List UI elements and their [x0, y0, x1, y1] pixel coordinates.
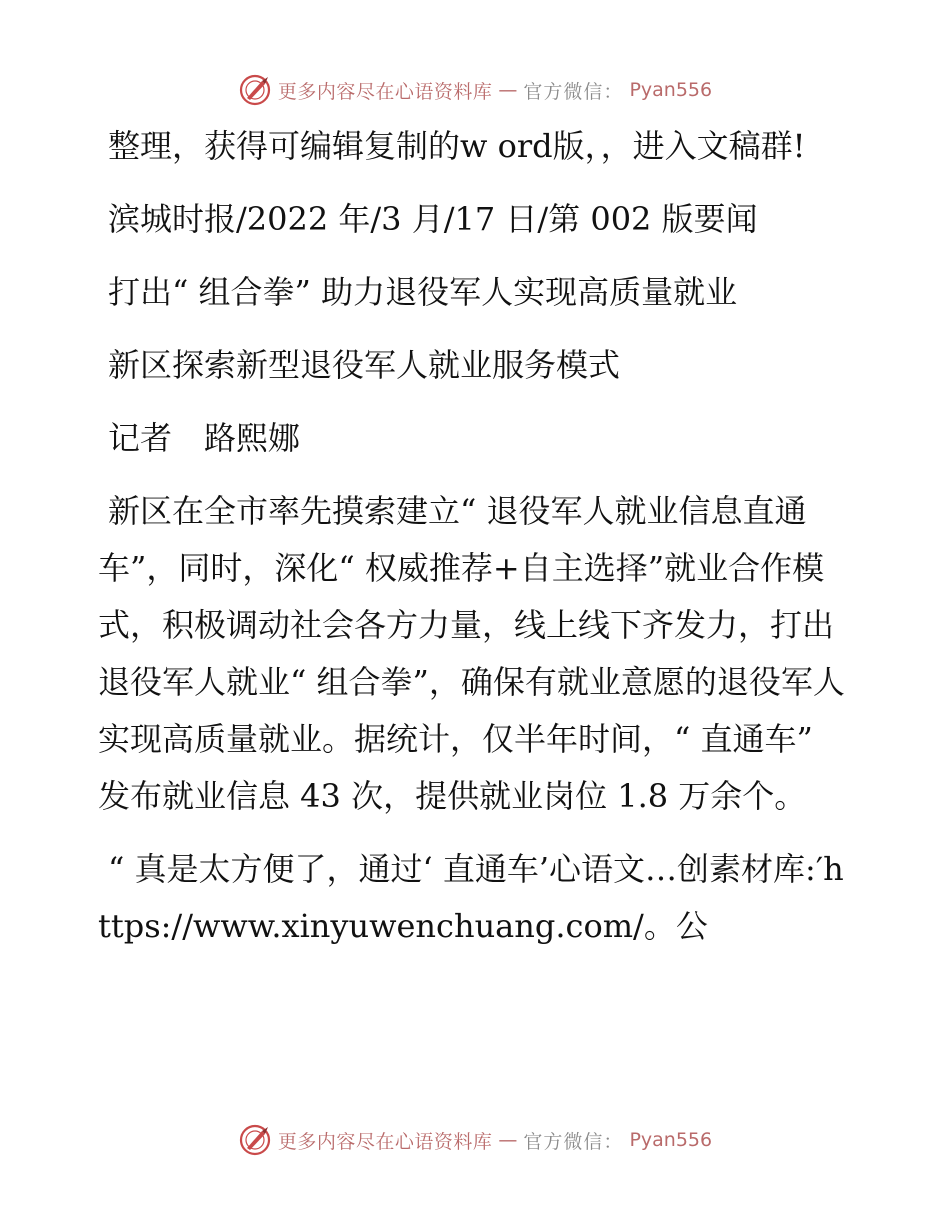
watermark-wechat-label: 官方微信： [523, 1130, 624, 1153]
watermark-separator: — [498, 1129, 518, 1151]
watermark-site-text: 更多内容尽在心语资料库 [277, 1130, 493, 1153]
watermark-wechat-label: 官方微信： [523, 80, 624, 103]
intro-text: 整理，获得可编辑复制的w ord版，，进入文稿群! [108, 127, 806, 165]
watermark-wechat-id: Pyan556 [629, 1129, 713, 1151]
quill-logo-icon [238, 1123, 272, 1157]
subheadline: 新区探索新型退役军人就业服务模式 [108, 346, 621, 384]
byline: 记者 路熙娜 [108, 419, 301, 457]
source-line: 滨城时报/2022 年/3 月/17 日/第 002 版要闻 [108, 200, 758, 238]
body-paragraph-1: 新区在全市率先摸索建立“ 退役军人就业信息直通车”，同时，深化“ 权威推荐+自主选择”就业合作模式，积极调动社会各方力量，线上线下齐发力，打出退役军人就业“ 组合拳”，确保有就业意愿的退役军人实现高质量就业。据统计，仅半年时间，“ 直通车” 发布就业信息 43 次，提供就业岗位 1.8 万余个。 [98, 492, 845, 815]
quill-logo-icon [238, 73, 272, 107]
watermark-site-text: 更多内容尽在心语资料库 [277, 80, 493, 103]
headline: 打出“ 组合拳” 助力退役军人实现高质量就业 [108, 273, 738, 311]
footer-watermark [0, 1120, 950, 1160]
body-paragraph-2: “ 真是太方便了，通过‘ 直通车’心语文…创素材库:′https://www.xinyuwenchuang.com/。公 [98, 850, 844, 945]
watermark-separator: — [498, 79, 518, 101]
watermark-wechat-id: Pyan556 [629, 79, 713, 101]
document-body [98, 118, 850, 955]
header-watermark [0, 70, 950, 110]
